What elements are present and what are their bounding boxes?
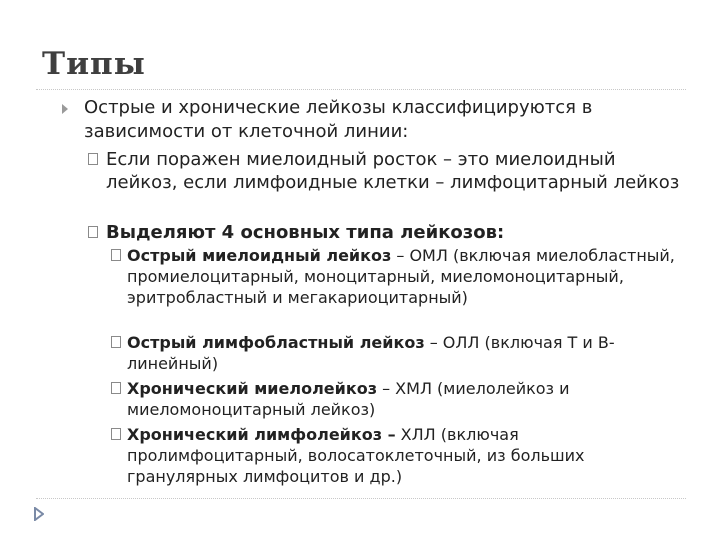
title-divider [36,89,686,90]
sub-bullet-2-text: Выделяют 4 основных типа лейкозов: [106,222,505,243]
slide-title: Типы [42,46,146,82]
type-description: – ХМЛ (миелолейкоз и миеломоноцитарный лейкоз) [127,379,570,419]
leukemia-type-4-text [127,424,642,487]
type-name: Острый миелоидный лейкоз [127,246,392,265]
type-description: – ОМЛ (включая миелобластный, промиелоцитарный, моноцитарный, миеломоноцитарный, эритробластный и мегакариоцитарный) [127,246,675,307]
square-bullet-icon [88,226,98,238]
sub-bullet-1-text: Если поражен миелоидный росток – это миелоидный лейкоз, если лимфоидные клетки – лимфоцитарный лейкоз [106,149,680,193]
type-name: Хронический миелолейкоз [127,379,377,398]
leukemia-type-2-text [127,332,652,374]
square-bullet-icon [111,428,121,440]
corner-triangle-icon [34,507,44,521]
square-bullet-icon [88,153,98,165]
footer-divider [36,498,686,499]
type-description: – ОЛЛ (включая Т и В-линейный) [127,333,615,373]
type-name: Острый лимфобластный лейкоз [127,333,425,352]
square-bullet-icon [111,382,121,394]
type-description: ХЛЛ (включая пролимфоцитарный, волосатоклеточный, из больших гранулярных лимфоцитов и др.) [127,425,585,486]
leukemia-type-3-text [127,378,627,420]
type-name: Хронический лимфолейкоз – [127,425,396,444]
bullet-level1: Острые и хронические лейкозы классифицируются в зависимости от клеточной линии: [84,97,593,142]
triangle-bullet-icon [62,104,68,114]
leukemia-type-1-text [127,245,687,308]
square-bullet-icon [111,249,121,261]
square-bullet-icon [111,336,121,348]
